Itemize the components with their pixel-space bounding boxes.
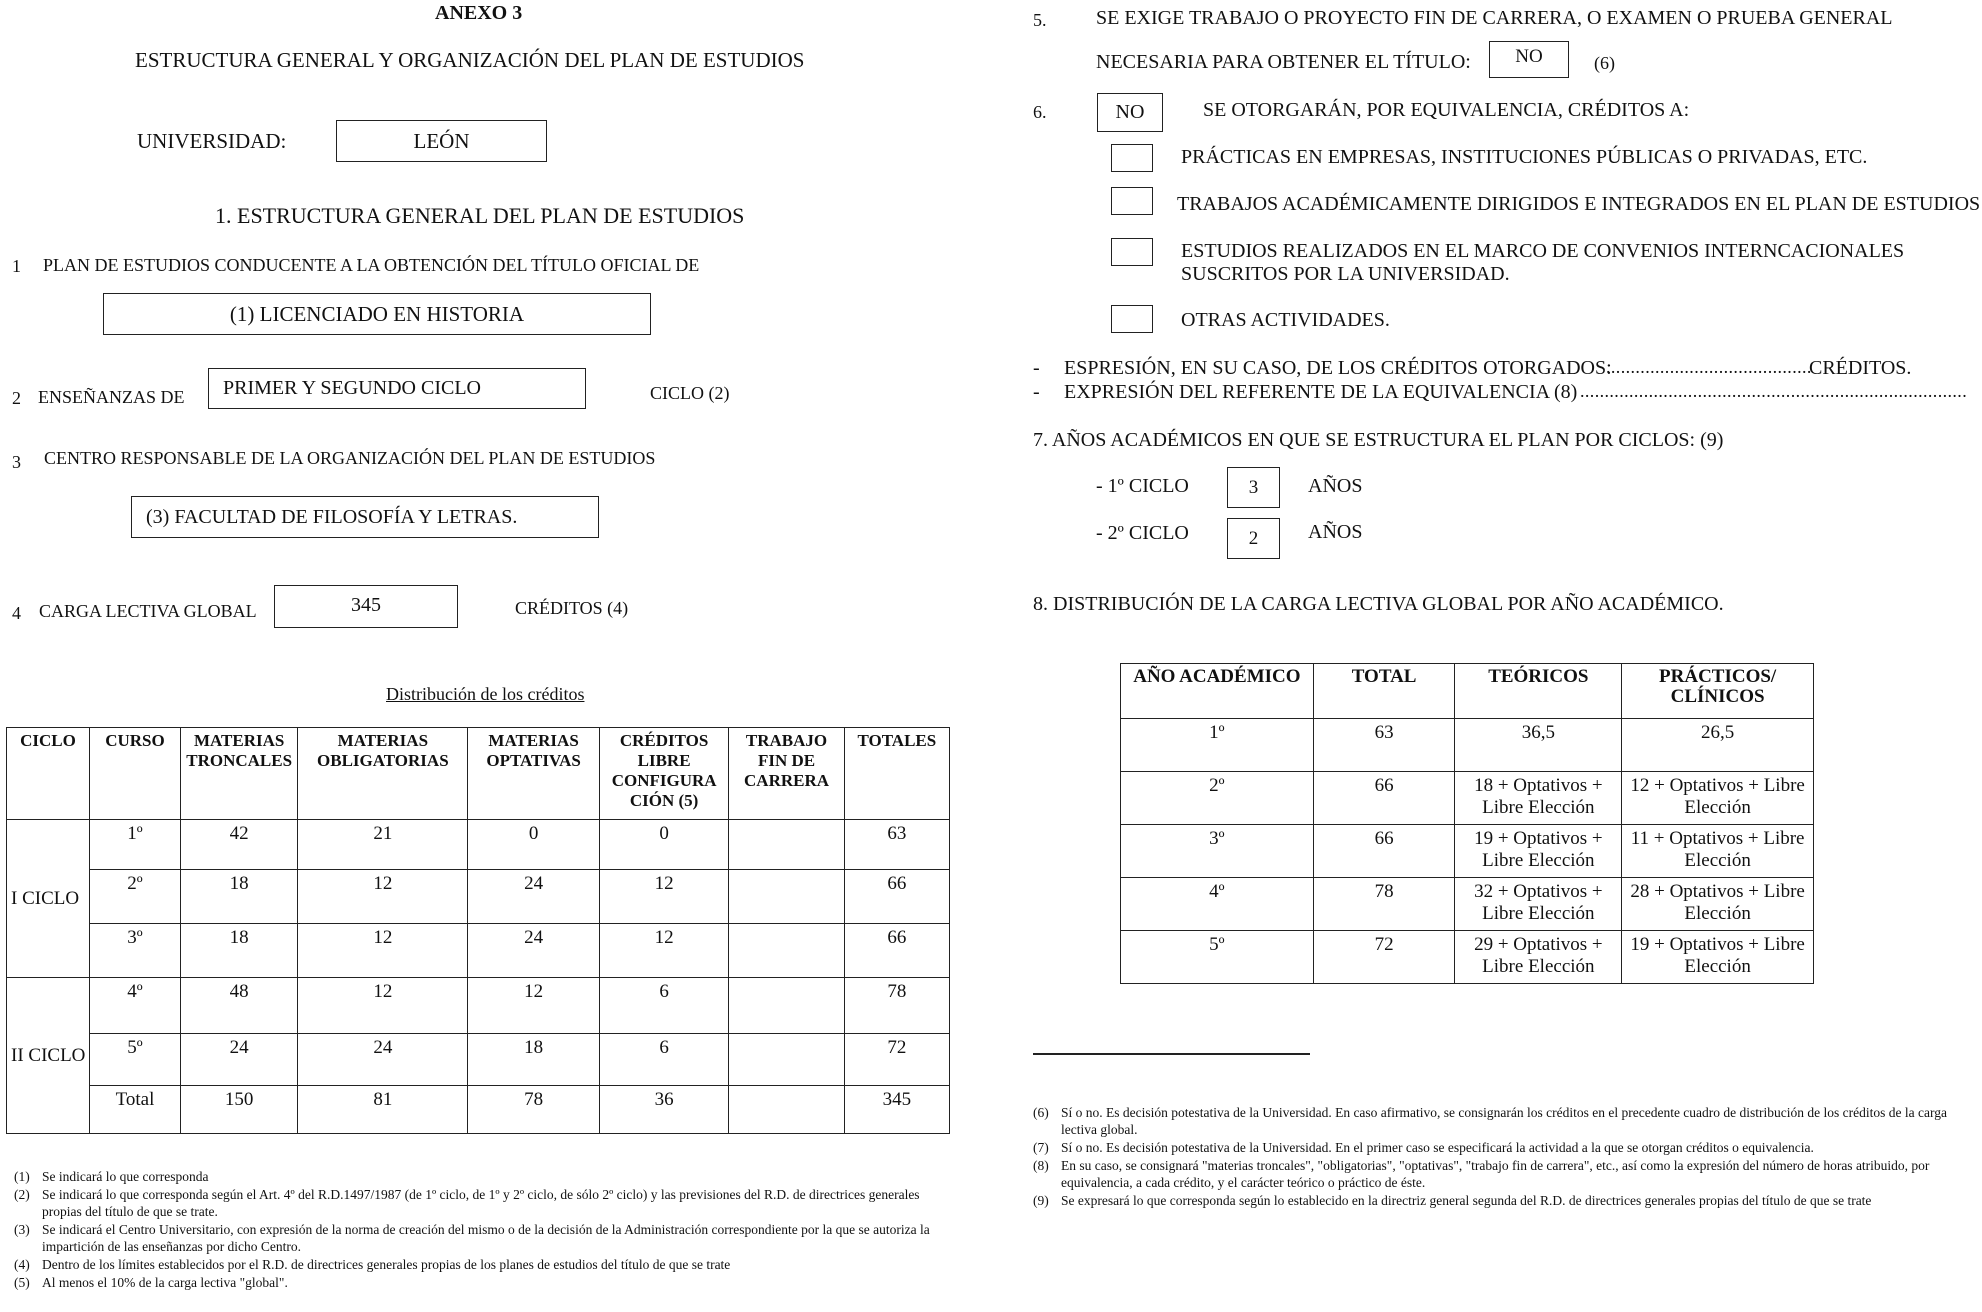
year-cell: 1º xyxy=(1121,719,1314,772)
totales-cell: 78 xyxy=(844,978,949,1034)
totales-cell: 72 xyxy=(844,1034,949,1086)
table-row xyxy=(7,1034,950,1086)
option-convenios-label-line2: SUSCRITOS POR LA UNIVERSIDAD. xyxy=(1181,263,1510,285)
total-cell: 66 xyxy=(1313,825,1455,878)
option-convenios-label: ESTUDIOS REALIZADOS EN EL MARCO DE CONVENIOS INTERNCACIONALES xyxy=(1181,240,1905,262)
header-optativas: MATERIAS OPTATIVAS xyxy=(468,728,600,820)
troncales-cell: 42 xyxy=(181,820,298,870)
footnote-text: Al menos el 10% de la carga lectiva "global". xyxy=(42,1275,288,1290)
footnote-number: (8) xyxy=(1033,1158,1049,1173)
academic-year-load-table xyxy=(1120,663,1814,984)
footnote-number: (4) xyxy=(14,1257,30,1272)
expr1-label: ESPRESIÓN, EN SU CASO, DE LOS CRÉDITOS OTORGADOS: xyxy=(1064,357,1612,379)
item6-label: SE OTORGARÁN, POR EQUIVALENCIA, CRÉDITOS A: xyxy=(1203,99,1690,121)
item4-suffix: CRÉDITOS (4) xyxy=(515,598,629,618)
libre-cell: 0 xyxy=(599,820,729,870)
header-practicos: PRÁCTICOS/ CLÍNICOS xyxy=(1622,664,1814,719)
header-total: TOTAL xyxy=(1313,664,1455,719)
practicos-cell: 11 + Optativos + Libre Elección xyxy=(1622,825,1814,878)
option-practicas-checkbox[interactable] xyxy=(1111,144,1153,172)
total-cell: 66 xyxy=(1313,772,1455,825)
footnote-number: (1) xyxy=(14,1169,30,1184)
footnote-item xyxy=(14,1256,959,1273)
item5-number: 5. xyxy=(1033,10,1047,30)
cycle2-years-field: 2 xyxy=(1227,518,1280,559)
item5-line1: SE EXIGE TRABAJO O PROYECTO FIN DE CARRERA, O EXAMEN O PRUEBA GENERAL xyxy=(1096,7,1893,29)
obligatorias-cell: 12 xyxy=(298,978,468,1034)
table-row xyxy=(7,820,950,870)
footnote-item xyxy=(1033,1104,1978,1138)
footnote-item xyxy=(1033,1139,1978,1156)
item3-label: CENTRO RESPONSABLE DE LA ORGANIZACIÓN DEL PLAN DE ESTUDIOS xyxy=(44,448,656,468)
totales-cell: 63 xyxy=(844,820,949,870)
header-teoricos: TEÓRICOS xyxy=(1455,664,1622,719)
item2-suffix: CICLO (2) xyxy=(650,383,730,403)
practicos-cell: 12 + Optativos + Libre Elección xyxy=(1622,772,1814,825)
footnote-text: En su caso, se consignará "materias troncales", "obligatorias", "optativas", "trabajo fin de carrera", etc., así como la expresión del número de horas atribuido, por equivalencia, a cada crédito, y el carácter teórico o práctico de éste. xyxy=(1061,1158,1930,1190)
option-practicas-label: PRÁCTICAS EN EMPRESAS, INSTITUCIONES PÚBLICAS O PRIVADAS, ETC. xyxy=(1181,146,1868,168)
footnote-item xyxy=(1033,1192,1978,1209)
practicos-cell: 26,5 xyxy=(1622,719,1814,772)
footnote-item xyxy=(1033,1157,1978,1191)
expr1-dash: - xyxy=(1033,357,1040,379)
university-field: LEÓN xyxy=(336,120,547,162)
item2-number: 2 xyxy=(12,388,21,408)
optativas-total-cell: 78 xyxy=(468,1086,600,1134)
header-ciclo: CICLO xyxy=(7,728,90,820)
table-row xyxy=(1121,825,1814,878)
troncales-cell: 48 xyxy=(181,978,298,1034)
troncales-cell: 18 xyxy=(181,924,298,978)
teoricos-cell: 32 + Optativos + Libre Elección xyxy=(1455,878,1622,931)
header-ano-academico: AÑO ACADÉMICO xyxy=(1121,664,1314,719)
teoricos-cell: 36,5 xyxy=(1455,719,1622,772)
item6-number: 6. xyxy=(1033,102,1047,122)
troncales-cell: 24 xyxy=(181,1034,298,1086)
item3-number: 3 xyxy=(12,452,21,472)
footnote-text: Sí o no. Es decisión potestativa de la Universidad. En caso afirmativo, se consignarán los créditos en el precedente cuadro de distribución de los créditos de la carga lectiva global. xyxy=(1061,1105,1947,1137)
footnote-number: (9) xyxy=(1033,1193,1049,1208)
optativas-cell: 12 xyxy=(468,978,600,1034)
curso-cell: 1º xyxy=(89,820,180,870)
optativas-cell: 0 xyxy=(468,820,600,870)
curso-cell: 3º xyxy=(89,924,180,978)
equivalence-credits-field: NO xyxy=(1097,93,1163,132)
table-row xyxy=(1121,931,1814,984)
footnote-number: (7) xyxy=(1033,1140,1049,1155)
header-obligatorias: MATERIAS OBLIGATORIAS xyxy=(298,728,468,820)
trabajo-total-cell xyxy=(729,1086,844,1134)
total-credits-field: 345 xyxy=(274,585,458,628)
total-cell: 72 xyxy=(1313,931,1455,984)
option-trabajos-label: TRABAJOS ACADÉMICAMENTE DIRIGIDOS E INTEGRADOS EN EL PLAN DE ESTUDIOS xyxy=(1177,193,1981,215)
total-cell: 78 xyxy=(1313,878,1455,931)
header-troncales: MATERIAS TRONCALES xyxy=(181,728,298,820)
footnote-item xyxy=(14,1186,959,1220)
item1-label: PLAN DE ESTUDIOS CONDUCENTE A LA OBTENCIÓN DEL TÍTULO OFICIAL DE xyxy=(43,255,700,275)
trabajo-cell xyxy=(729,870,844,924)
footnote-text: Se indicará el Centro Universitario, con expresión de la norma de creación del mismo o de la decisión de la Administración correspondiente por la que se autoriza la impartición de las enseñanzas por dicho Centro. xyxy=(42,1222,930,1254)
teoricos-cell: 29 + Optativos + Libre Elección xyxy=(1455,931,1622,984)
trabajo-cell xyxy=(729,978,844,1034)
trabajo-cell xyxy=(729,1034,844,1086)
table-row xyxy=(1121,719,1814,772)
item8-title: 8. DISTRIBUCIÓN DE LA CARGA LECTIVA GLOBAL POR AÑO ACADÉMICO. xyxy=(1033,593,1724,615)
item5-note: (6) xyxy=(1594,53,1615,73)
footnote-text: Dentro de los límites establecidos por el R.D. de directrices generales propias de los planes de estudios del título de que se trate xyxy=(42,1257,731,1272)
item2-label: ENSEÑANZAS DE xyxy=(38,387,185,407)
footnote-text: Se expresará lo que corresponda según lo establecido en la directriz general segunda del R.D. de directrices generales propias del título de que se trate xyxy=(1061,1193,1872,1208)
responsible-center-field: (3) FACULTAD DE FILOSOFÍA Y LETRAS. xyxy=(131,496,599,538)
document-heading: ESTRUCTURA GENERAL Y ORGANIZACIÓN DEL PLAN DE ESTUDIOS xyxy=(135,48,805,72)
totales-cell: 66 xyxy=(844,924,949,978)
curso-cell: 2º xyxy=(89,870,180,924)
table-row xyxy=(1121,772,1814,825)
obligatorias-total-cell: 81 xyxy=(298,1086,468,1134)
practicos-cell: 28 + Optativos + Libre Elección xyxy=(1622,878,1814,931)
curso-cell: 5º xyxy=(89,1034,180,1086)
degree-title-field: (1) LICENCIADO EN HISTORIA xyxy=(103,293,651,335)
left-footnotes xyxy=(14,1168,959,1291)
footnote-item xyxy=(14,1168,959,1185)
item5-line2: NECESARIA PARA OBTENER EL TÍTULO: xyxy=(1096,51,1471,73)
footnote-item xyxy=(14,1274,959,1291)
cycle1-years-label: - 1º CICLO xyxy=(1096,475,1189,497)
total-cell: 63 xyxy=(1313,719,1455,772)
libre-cell: 12 xyxy=(599,870,729,924)
item1-number: 1 xyxy=(12,256,21,276)
optativas-cell: 18 xyxy=(468,1034,600,1086)
cycle1-years-field: 3 xyxy=(1227,467,1280,508)
trabajo-cell xyxy=(729,820,844,870)
totales-cell: 66 xyxy=(844,870,949,924)
table-header-row xyxy=(1121,664,1814,719)
obligatorias-cell: 21 xyxy=(298,820,468,870)
section-title: 1. ESTRUCTURA GENERAL DEL PLAN DE ESTUDIOS xyxy=(215,203,745,228)
item4-label: CARGA LECTIVA GLOBAL xyxy=(39,601,257,621)
year-cell: 4º xyxy=(1121,878,1314,931)
practicos-cell: 19 + Optativos + Libre Elección xyxy=(1622,931,1814,984)
item7-title: 7. AÑOS ACADÉMICOS EN QUE SE ESTRUCTURA EL PLAN POR CICLOS: (9) xyxy=(1033,429,1724,451)
cycle2-cell: II CICLO xyxy=(7,978,90,1134)
optativas-cell: 24 xyxy=(468,870,600,924)
table-total-row xyxy=(7,1086,950,1134)
libre-cell: 6 xyxy=(599,978,729,1034)
header-trabajo-fin: TRABAJO FIN DE CARRERA xyxy=(729,728,844,820)
trabajo-cell xyxy=(729,924,844,978)
option-otras-checkbox[interactable] xyxy=(1111,305,1153,333)
libre-total-cell: 36 xyxy=(599,1086,729,1134)
total-label-cell: Total xyxy=(89,1086,180,1134)
troncales-total-cell: 150 xyxy=(181,1086,298,1134)
option-convenios-checkbox[interactable] xyxy=(1111,238,1153,266)
footnote-item xyxy=(14,1221,959,1255)
curso-cell: 4º xyxy=(89,978,180,1034)
obligatorias-cell: 12 xyxy=(298,924,468,978)
libre-cell: 12 xyxy=(599,924,729,978)
footnote-text: Se indicará lo que corresponda según el Art. 4º del R.D.1497/1987 (de 1º ciclo, de 1º y 2º ciclo, de sólo 2º ciclo) y las previsiones del R.D. de directrices generales propias del título de que se trate. xyxy=(42,1187,920,1219)
optativas-cell: 24 xyxy=(468,924,600,978)
cycle1-years-unit: AÑOS xyxy=(1308,475,1363,497)
troncales-cell: 18 xyxy=(181,870,298,924)
footnote-number: (3) xyxy=(14,1222,30,1237)
expr2-label: EXPRESIÓN DEL REFERENTE DE LA EQUIVALENCIA (8) xyxy=(1064,381,1578,403)
footnote-text: Sí o no. Es decisión potestativa de la Universidad. En el primer caso se especificará la actividad a la que se otorgan créditos o equivalencia. xyxy=(1061,1140,1814,1155)
teoricos-cell: 18 + Optativos + Libre Elección xyxy=(1455,772,1622,825)
option-trabajos-checkbox[interactable] xyxy=(1111,187,1153,215)
obligatorias-cell: 12 xyxy=(298,870,468,924)
item4-number: 4 xyxy=(12,603,21,623)
expr1-dots: .......................................... xyxy=(1606,357,1812,377)
teoricos-cell: 19 + Optativos + Libre Elección xyxy=(1455,825,1622,878)
option-otras-label: OTRAS ACTIVIDADES. xyxy=(1181,309,1390,331)
expr1-suffix: CRÉDITOS. xyxy=(1809,357,1912,379)
credits-distribution-table xyxy=(6,727,950,1134)
table-header-row xyxy=(7,728,950,820)
table-row xyxy=(7,870,950,924)
university-label: UNIVERSIDAD: xyxy=(137,129,287,153)
final-project-field: NO xyxy=(1489,41,1569,78)
cycle1-cell: I CICLO xyxy=(7,820,90,978)
expr2-dash: - xyxy=(1033,381,1040,403)
footnote-number: (2) xyxy=(14,1187,30,1202)
table-row xyxy=(7,978,950,1034)
teaching-cycle-field: PRIMER Y SEGUNDO CICLO xyxy=(208,368,586,409)
annex-title: ANEXO 3 xyxy=(435,2,523,24)
libre-cell: 6 xyxy=(599,1034,729,1086)
header-libre-configuracion: CRÉDITOS LIBRE CONFIGURA CIÓN (5) xyxy=(599,728,729,820)
table-row xyxy=(1121,878,1814,931)
expr2-dots: ............................................................................... xyxy=(1580,381,1968,401)
footnote-separator xyxy=(1033,1053,1310,1055)
table-row xyxy=(7,924,950,978)
totales-total-cell: 345 xyxy=(844,1086,949,1134)
footnote-number: (6) xyxy=(1033,1105,1049,1120)
cycle2-years-label: - 2º CICLO xyxy=(1096,522,1189,544)
year-cell: 3º xyxy=(1121,825,1314,878)
header-totales: TOTALES xyxy=(844,728,949,820)
header-curso: CURSO xyxy=(89,728,180,820)
year-cell: 2º xyxy=(1121,772,1314,825)
cycle2-years-unit: AÑOS xyxy=(1308,521,1363,543)
footnote-text: Se indicará lo que corresponda xyxy=(42,1169,209,1184)
right-footnotes xyxy=(1033,1104,1978,1209)
year-cell: 5º xyxy=(1121,931,1314,984)
obligatorias-cell: 24 xyxy=(298,1034,468,1086)
credits-distribution-title: Distribución de los créditos xyxy=(386,684,585,704)
footnote-number: (5) xyxy=(14,1275,30,1290)
